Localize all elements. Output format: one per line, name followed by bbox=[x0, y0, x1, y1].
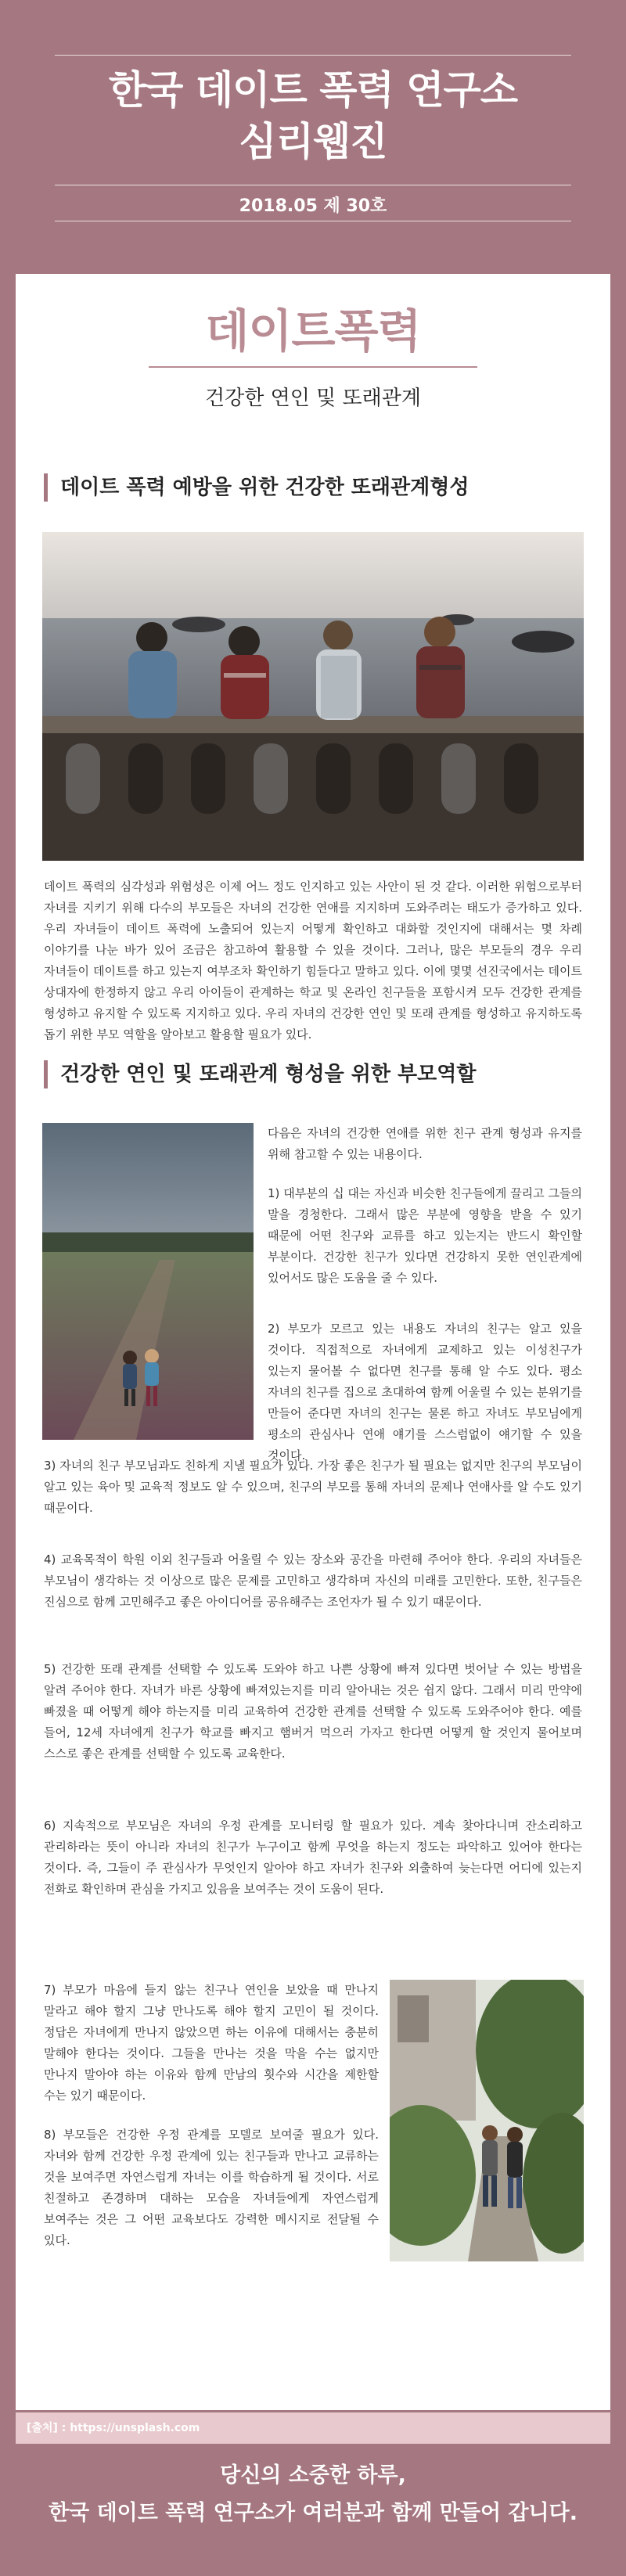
section-2-heading: 건강한 연인 및 또래관계 형성을 위한 부모역할 bbox=[44, 1060, 477, 1088]
list-item-1: 1) 대부분의 십 대는 자신과 비슷한 친구들에게 끌리고 그들의 말을 경청한다. 그래서 많은 부분에 영향을 받을 수 있기 때문에 어떤 친구와 교류를 하고 있는지는 반드시 확인할 부분이다. 건강한 친구가 있다면 건강하지 못한 연인관계에 있어서도 많은 도움을 줄 수 있다. bbox=[268, 1186, 582, 1285]
list-item-8: 8) 부모들은 건강한 우정 관계를 모델로 보여줄 필요가 있다. 자녀와 함께 건강한 우정 관계에 있는 친구들과 만나고 교류하는 것을 보여주면 자연스럽게 자녀는 이를 학습하게 될 것이다. 서로 친절하고 존경하며 대하는 모습을 자녀들에게 자연스럽게 보여주는 것은 그 어떤 교육보다도 강력한 메시지로 전달될 수 있다. bbox=[44, 2128, 379, 2247]
footer-line-2: 한국 데이트 폭력 연구소가 여러분과 함께 만들어 갑니다. bbox=[49, 2501, 577, 2525]
list-item-6: 6) 지속적으로 부모님은 자녀의 우정 관계를 모니터링 할 필요가 있다. 계속 찾아다니며 잔소리하고 관리하라는 뜻이 아니라 자녀의 친구가 누구이고 함께 무엇을 하는지 정도는 파악하고 있어야 한다는 것이다. 즉, 그들이 주 관심사가 무엇인지 알아야 하고 자녀가 친구와 외출하여 늦는다면 어디에 있는지 전화로 확인하며 관심을 가지고 있음을 보여주는 것이 도움이 된다. bbox=[44, 1819, 582, 1896]
title-underline bbox=[149, 366, 477, 368]
girls-walking-photo bbox=[390, 1980, 584, 2261]
section-1-heading: 데이트 폭력 예방을 위한 건강한 또래관계형성 bbox=[44, 473, 469, 502]
issue-number: 2018.05 제 30호 bbox=[239, 196, 387, 216]
photo-source: [출처] : https://unsplash.com bbox=[16, 2412, 610, 2444]
children-walking-photo bbox=[42, 1123, 254, 1440]
title-line-2: 심리웹진 bbox=[239, 119, 387, 164]
friends-on-wall-photo bbox=[42, 532, 584, 861]
list-item-4: 4) 교육목적이 학원 이외 친구들과 어울릴 수 있는 장소와 공간을 마련해 주어야 한다. 우리의 자녀들은 부모님이 생각하는 것 이상으로 많은 문제를 고민하고 생각하며 자신의 미래를 고민한다. 또한, 친구들은 진심으로 함께 고민해주고 좋은 아이디어를 공유해주는 조언자가 될 수 있기 때문이다. bbox=[44, 1552, 582, 1609]
title-line-1: 한국 데이트 폭력 연구소 bbox=[108, 67, 518, 113]
newsletter-title bbox=[0, 64, 626, 167]
section-2-intro: 다음은 자녀의 건강한 연애를 위한 친구 관계 형성과 유지를 위해 참고할 수 있는 내용이다. bbox=[268, 1126, 582, 1161]
list-item-7: 7) 부모가 마음에 들지 않는 친구나 연인을 보았을 때 만나지 말라고 해야 할지 그냥 만나도록 해야 할지 고민이 될 것이다. 정답은 자녀에게 만나지 않았으면 하는 이유에 대해서는 충분히 말해야 한다는 것이다. 그들을 만나는 것을 막을 수는 없지만 만나지 말아야 하는 이유와 함께 만남의 횟수와 시간을 제한할 수는 있기 때문이다. bbox=[44, 1983, 379, 2103]
article-subtitle: 건강한 연인 및 또래관계 bbox=[205, 387, 421, 410]
list-item-2: 2) 부모가 모르고 있는 내용도 자녀의 친구는 알고 있을 것이다. 직접적으로 자녀에게 교제하고 있는 이성친구가 있는지 물어볼 수 없다면 친구를 통해 알 수도 있다. 평소 자녀의 친구를 집으로 초대하여 함께 어울릴 수 있는 분위기를 만들어 준다면 자녀의 친구는 물론 하고 자녀도 부모님에게 평소의 관심사나 연애 얘기를 스스럼없이 얘기할 수 있을 것이다. bbox=[268, 1322, 582, 1462]
article-title: 데이트폭력 bbox=[205, 304, 421, 358]
content-card bbox=[16, 274, 610, 2410]
footer-message bbox=[0, 2457, 626, 2532]
list-item-5: 5) 건강한 또래 관계를 선택할 수 있도록 도와야 하고 나쁜 상황에 빠져 있다면 벗어날 수 있는 방법을 알려 주어야 한다. 자녀가 바른 상황에 빠져있는지를 미리 알아내는 것은 쉽지 않다. 그래서 미리 만약에 빠졌을 때 어떻게 해야 하는지를 미리 교육하여 건강한 관계를 선택할 수 있도록 도와주어야 한다. 예를 들어, 12세 자녀에게 친구가 학교를 빠지고 햄버거 먹으러 가자고 한다면 어떻게 할 것인지 물어보며 스스로 좋은 관계를 선택할 수 있도록 교육한다. bbox=[44, 1662, 582, 1761]
header bbox=[0, 0, 626, 235]
header-top-rule bbox=[55, 55, 571, 56]
section-1-body: 데이트 폭력의 심각성과 위험성은 이제 어느 정도 인지하고 있는 사안이 된 것 같다. 이러한 위험으로부터 자녀를 지키기 위해 다수의 부모들은 자녀의 건강한 연애를 지지하며 도와주려는 태도가 증가하고 있다. 우리 자녀들이 데이트 폭력에 노출되어 있는지 어떻게 확인하고 대화할 것인지에 대해서는 몇 차례 이야기를 나눈 바가 있어 조금은 참고하여 활용할 수 있을 것이다. 그러나, 많은 부모들의 경우 우리 자녀들이 데이트를 하고 있는지 여부조차 확인하기 힘들다고 말하고 있다. 이에 몇몇 선진국에서는 데이트 상대자에 한정하지 않고 우리 아이들이 관계하는 학교 및 온라인 친구들을 포함시켜 모두 건강한 관계를 형성하고 유지할 수 있도록 지지하고 있다. 우리 자녀의 건강한 연인 및 또래 관계를 형성하고 유지하도록 돕기 위한 부모 역할을 알아보고 활용할 필요가 있다. bbox=[44, 880, 582, 1042]
footer-line-1: 당신의 소중한 하루, bbox=[220, 2463, 406, 2488]
list-item-3: 3) 자녀의 친구 부모님과도 친하게 지낼 필요가 있다. 가장 좋은 친구가 될 필요는 없지만 친구의 부모님이 알고 있는 육아 및 교육적 정보도 알 수 있으며, 친구의 부모를 통해 자녀의 문제나 연애사를 알 수도 있기 때문이다. bbox=[44, 1459, 582, 1515]
